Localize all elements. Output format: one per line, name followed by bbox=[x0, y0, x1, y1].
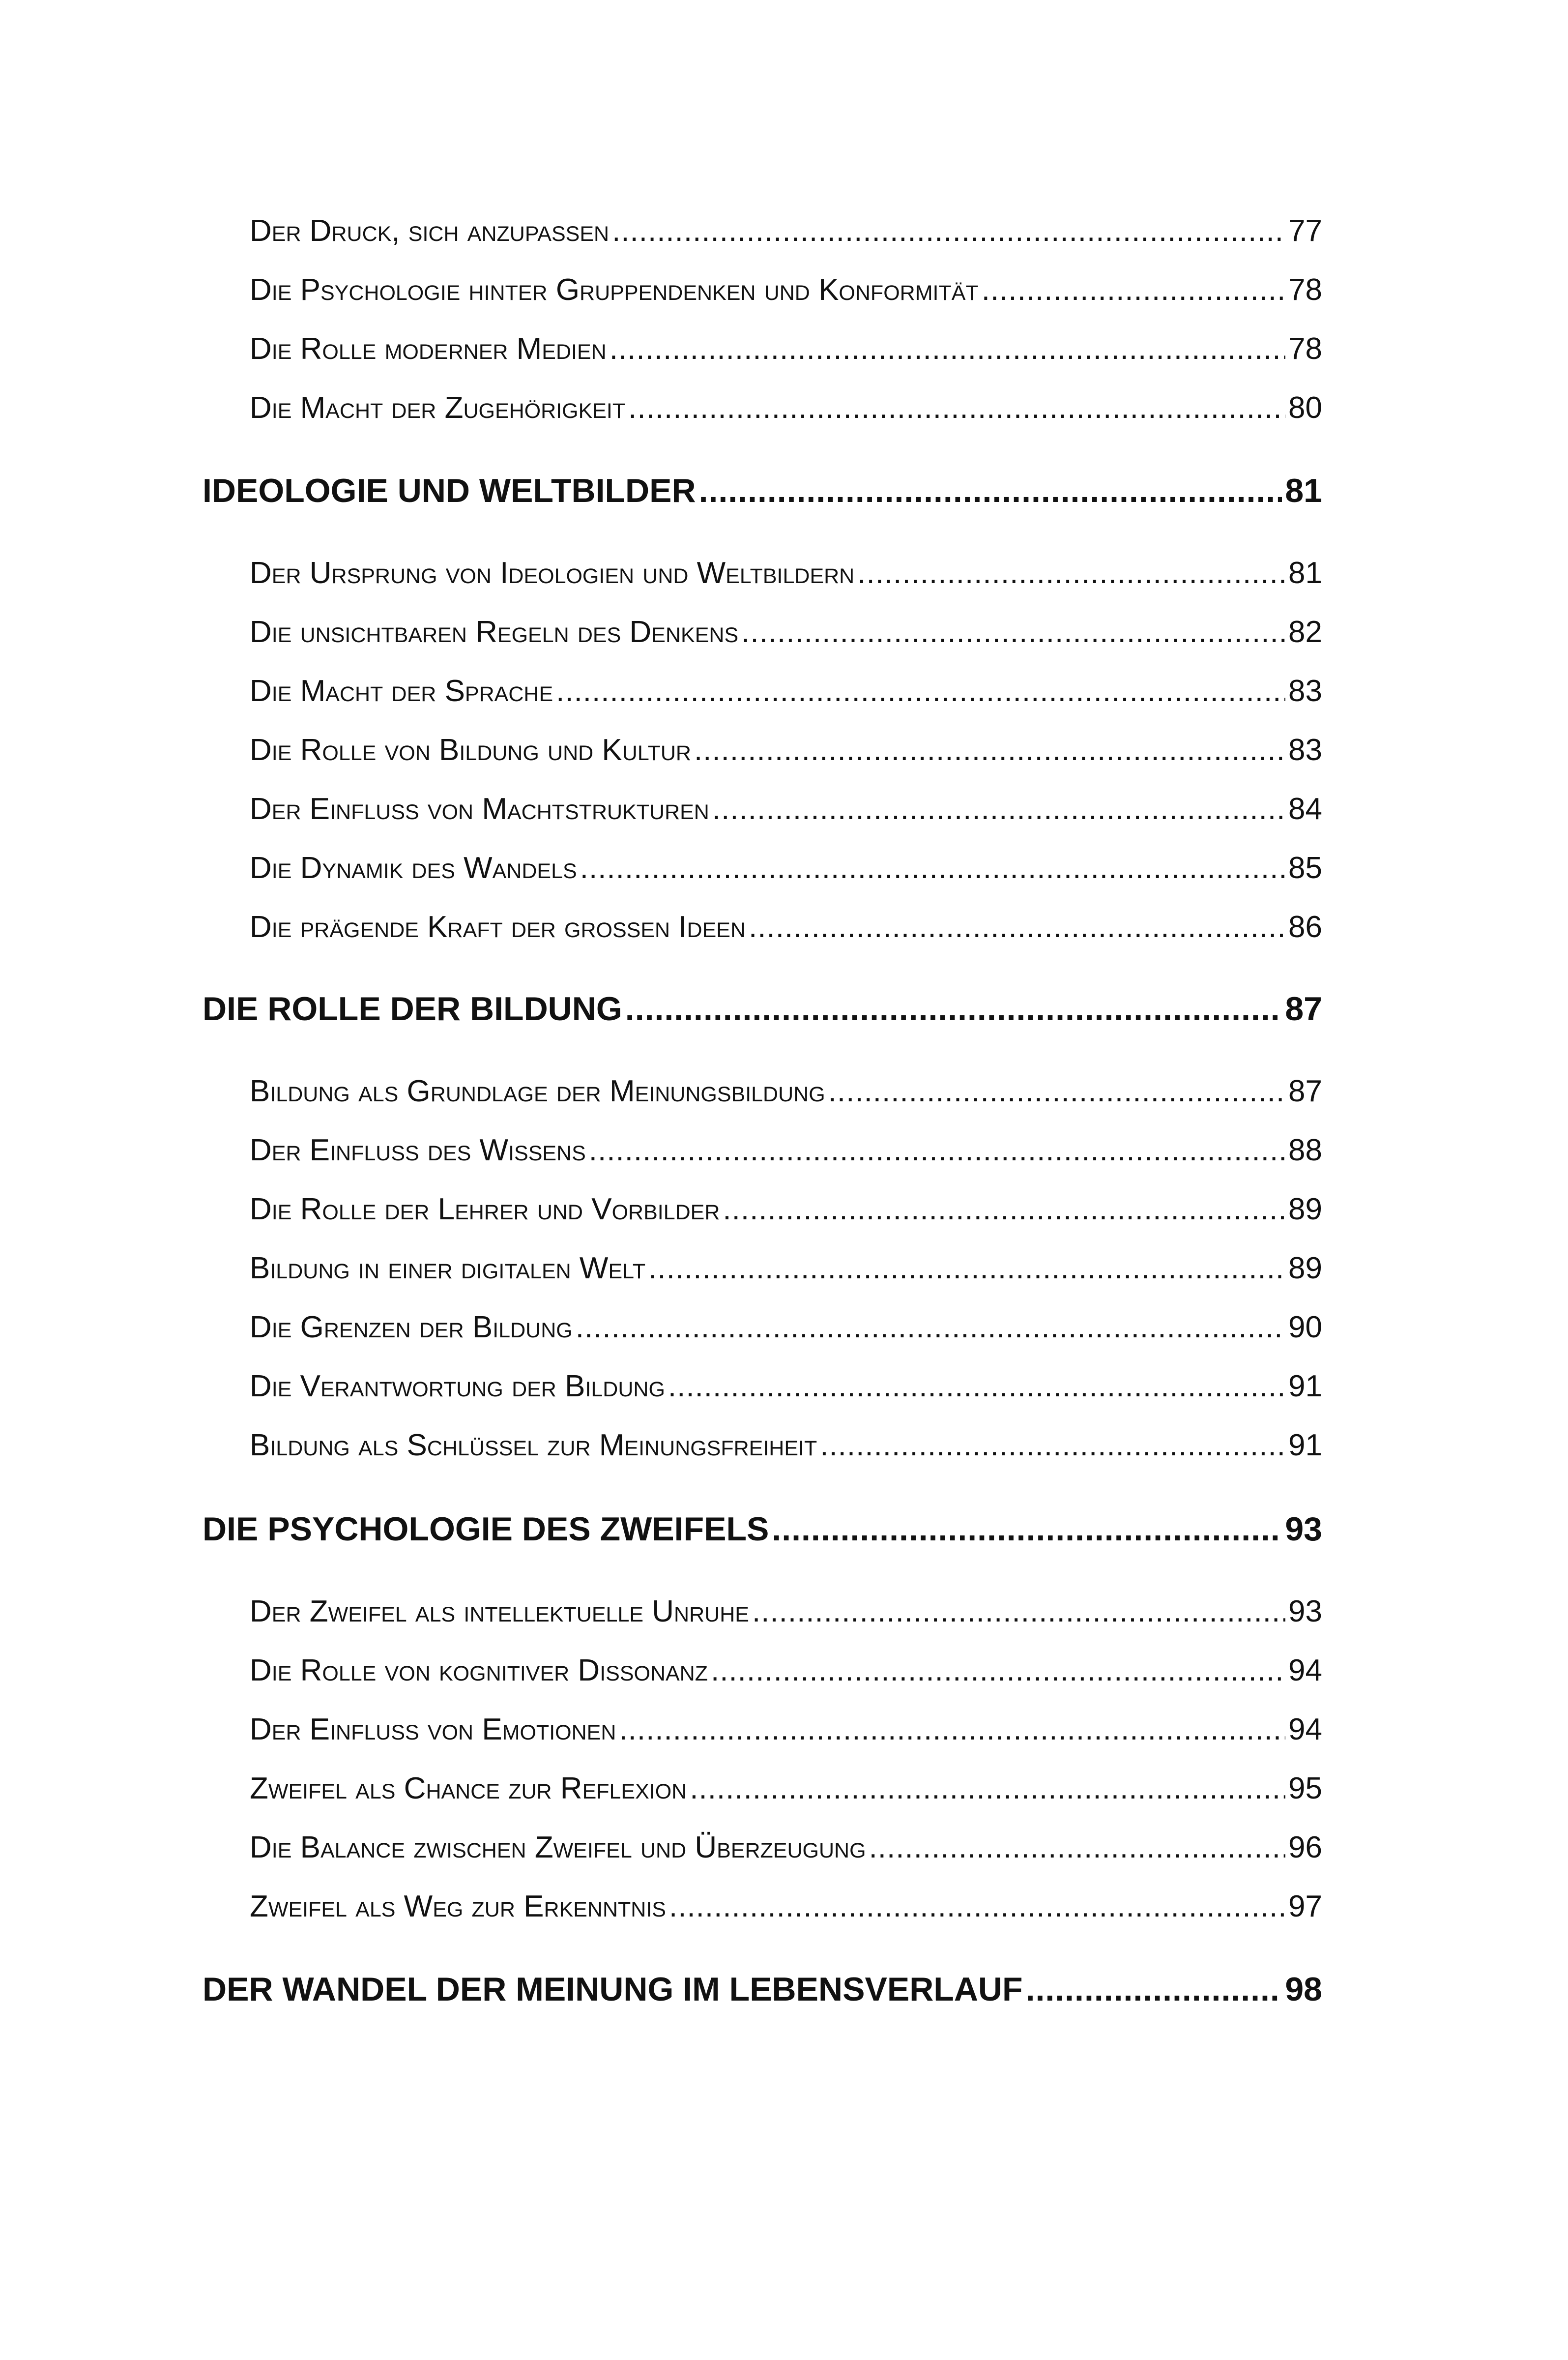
toc-entry-title: Der Einfluss von Machtstrukturen bbox=[250, 792, 709, 826]
dot-leader bbox=[669, 1881, 1285, 1932]
toc-page-number: 83 bbox=[1288, 674, 1322, 708]
toc-page-number: 89 bbox=[1288, 1192, 1322, 1226]
toc-section-entry[interactable] bbox=[250, 324, 1322, 375]
toc-section-entry[interactable] bbox=[250, 1586, 1322, 1637]
toc-entry-title: Bildung als Schlüssel zur Meinungsfreiheit bbox=[250, 1428, 817, 1462]
dot-leader bbox=[828, 1066, 1285, 1117]
toc-entry-title: Die Grenzen der Bildung bbox=[250, 1310, 573, 1344]
toc-page-number: 77 bbox=[1288, 214, 1322, 248]
dot-leader bbox=[772, 1504, 1282, 1555]
dot-leader bbox=[752, 1586, 1285, 1637]
dot-leader bbox=[699, 465, 1282, 516]
toc-entry-title: Die Rolle moderner Medien bbox=[250, 332, 607, 366]
toc-section-entry[interactable] bbox=[250, 548, 1322, 599]
toc-section-entry[interactable] bbox=[250, 607, 1322, 658]
toc-page-number: 86 bbox=[1288, 910, 1322, 944]
dot-leader bbox=[556, 666, 1285, 717]
toc-section-entry[interactable] bbox=[250, 206, 1322, 257]
toc-section-entry[interactable] bbox=[250, 1184, 1322, 1235]
toc-page-number: 97 bbox=[1288, 1889, 1322, 1923]
toc-section-entry[interactable] bbox=[250, 1763, 1322, 1814]
toc-chapter-entry[interactable] bbox=[203, 465, 1322, 516]
toc-page-number: 78 bbox=[1288, 332, 1322, 366]
toc-entry-title: IDEOLOGIE UND WELTBILDER bbox=[203, 472, 696, 509]
toc-section-entry[interactable] bbox=[250, 784, 1322, 835]
toc-entry-title: Die Psychologie hinter Gruppendenken und Konformität bbox=[250, 273, 979, 307]
toc-section-entry[interactable] bbox=[250, 1881, 1322, 1932]
toc-page-number: 85 bbox=[1288, 851, 1322, 885]
toc-page-number: 78 bbox=[1288, 273, 1322, 307]
toc-section-entry[interactable] bbox=[250, 265, 1322, 316]
toc-entry-title: Die unsichtbaren Regeln des Denkens bbox=[250, 615, 739, 649]
dot-leader bbox=[668, 1361, 1285, 1412]
toc-page-number: 91 bbox=[1288, 1428, 1322, 1462]
toc-entry-title: Zweifel als Chance zur Reflexion bbox=[250, 1771, 687, 1805]
toc-page-number: 84 bbox=[1288, 792, 1322, 826]
toc-chapter-entry[interactable] bbox=[203, 1504, 1322, 1555]
dot-leader bbox=[619, 1704, 1285, 1755]
toc-entry-title: Die Rolle von Bildung und Kultur bbox=[250, 733, 691, 767]
toc-entry-title: Die Dynamik des Wandels bbox=[250, 851, 577, 885]
dot-leader bbox=[749, 902, 1285, 953]
dot-leader bbox=[741, 607, 1285, 658]
dot-leader bbox=[711, 1645, 1285, 1696]
toc-page-number: 87 bbox=[1288, 1074, 1322, 1108]
dot-leader bbox=[690, 1763, 1285, 1814]
dot-leader bbox=[723, 1184, 1285, 1235]
toc-entry-title: Der Einfluss von Emotionen bbox=[250, 1712, 616, 1746]
dot-leader bbox=[712, 784, 1285, 835]
dot-leader bbox=[982, 265, 1285, 316]
toc-section-entry[interactable] bbox=[250, 725, 1322, 776]
dot-leader bbox=[580, 843, 1285, 894]
toc-section-entry[interactable] bbox=[250, 843, 1322, 894]
toc-page-number: 91 bbox=[1288, 1369, 1322, 1403]
toc-entry-title: Zweifel als Weg zur Erkenntnis bbox=[250, 1889, 666, 1923]
toc-entry-title: DIE PSYCHOLOGIE DES ZWEIFELS bbox=[203, 1510, 769, 1548]
toc-page-number: 90 bbox=[1288, 1310, 1322, 1344]
toc-entry-title: Der Ursprung von Ideologien und Weltbildern bbox=[250, 556, 855, 590]
toc-section-entry[interactable] bbox=[250, 1066, 1322, 1117]
toc-entry-title: Der Druck, sich anzupassen bbox=[250, 214, 610, 248]
dot-leader bbox=[589, 1125, 1285, 1176]
toc-entry-title: DIE ROLLE DER BILDUNG bbox=[203, 990, 622, 1028]
toc-page-number: 89 bbox=[1288, 1251, 1322, 1285]
toc-page-number: 82 bbox=[1288, 615, 1322, 649]
toc-page-number: 94 bbox=[1288, 1712, 1322, 1746]
toc-entry-title: Die prägende Kraft der großen Ideen bbox=[250, 910, 746, 944]
toc-page-number: 80 bbox=[1288, 391, 1322, 425]
toc-section-entry[interactable] bbox=[250, 1704, 1322, 1755]
dot-leader bbox=[610, 324, 1285, 375]
toc-page-number: 87 bbox=[1285, 990, 1322, 1028]
toc-entry-title: Die Verantwortung der Bildung bbox=[250, 1369, 665, 1403]
toc-page-number: 95 bbox=[1288, 1771, 1322, 1805]
toc-page-number: 88 bbox=[1288, 1133, 1322, 1167]
toc-section-entry[interactable] bbox=[250, 1302, 1322, 1353]
toc-entry-title: Bildung als Grundlage der Meinungsbildung bbox=[250, 1074, 825, 1108]
toc-entry-title: Der Einfluss des Wissens bbox=[250, 1133, 586, 1167]
dot-leader bbox=[628, 383, 1285, 434]
dot-leader bbox=[625, 983, 1282, 1034]
dot-leader bbox=[820, 1420, 1285, 1471]
toc-section-entry[interactable] bbox=[250, 1420, 1322, 1471]
dot-leader bbox=[612, 206, 1285, 257]
toc-page-number: 93 bbox=[1285, 1510, 1322, 1548]
toc-page-number: 81 bbox=[1288, 556, 1322, 590]
toc-section-entry[interactable] bbox=[250, 902, 1322, 953]
toc-page-number: 83 bbox=[1288, 733, 1322, 767]
dot-leader bbox=[1026, 1964, 1282, 2015]
toc-entry-title: Bildung in einer digitalen Welt bbox=[250, 1251, 646, 1285]
toc-chapter-entry[interactable] bbox=[203, 983, 1322, 1034]
toc-page-number: 98 bbox=[1285, 1971, 1322, 2008]
toc-section-entry[interactable] bbox=[250, 1125, 1322, 1176]
toc-entry-title: DER WANDEL DER MEINUNG IM LEBENSVERLAUF bbox=[203, 1971, 1023, 2008]
toc-entry-title: Die Macht der Sprache bbox=[250, 674, 553, 708]
toc-section-entry[interactable] bbox=[250, 1361, 1322, 1412]
toc-page-number: 93 bbox=[1288, 1594, 1322, 1628]
toc-section-entry[interactable] bbox=[250, 383, 1322, 434]
toc-section-entry[interactable] bbox=[250, 1243, 1322, 1294]
toc-entry-title: Die Rolle der Lehrer und Vorbilder bbox=[250, 1192, 720, 1226]
toc-entry-title: Die Rolle von kognitiver Dissonanz bbox=[250, 1653, 708, 1687]
toc-entry-title: Die Balance zwischen Zweifel und Überzeugung bbox=[250, 1830, 866, 1864]
dot-leader bbox=[648, 1243, 1285, 1294]
dot-leader bbox=[694, 725, 1285, 776]
dot-leader bbox=[576, 1302, 1285, 1353]
dot-leader bbox=[869, 1822, 1285, 1873]
toc-section-entry[interactable] bbox=[250, 1822, 1322, 1873]
toc-section-entry[interactable] bbox=[250, 1645, 1322, 1696]
toc-page-number: 96 bbox=[1288, 1830, 1322, 1864]
dot-leader bbox=[857, 548, 1285, 599]
toc-entry-title: Die Macht der Zugehörigkeit bbox=[250, 391, 626, 425]
toc-entry-title: Der Zweifel als intellektuelle Unruhe bbox=[250, 1594, 749, 1628]
toc-chapter-entry[interactable] bbox=[203, 1964, 1322, 2015]
toc-section-entry[interactable] bbox=[250, 666, 1322, 717]
toc-page-number: 81 bbox=[1285, 472, 1322, 509]
toc-page-number: 94 bbox=[1288, 1653, 1322, 1687]
